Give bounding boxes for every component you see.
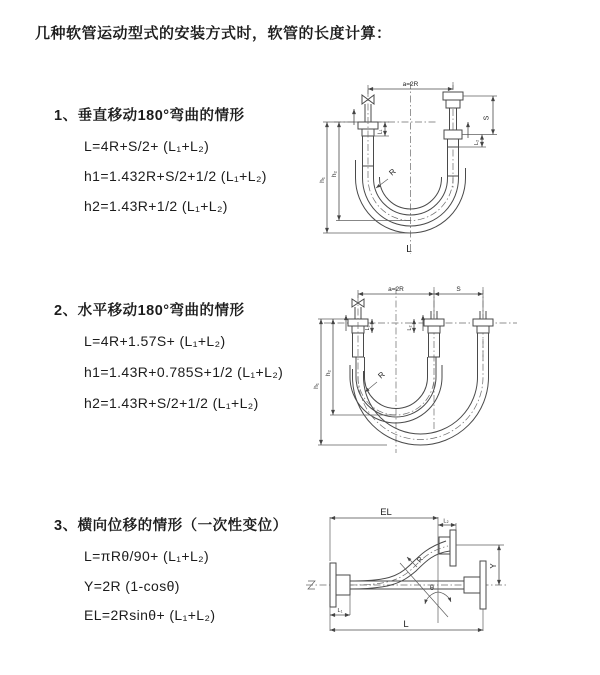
diagram-lateral-displacement xyxy=(298,503,598,648)
dim-label-h1: h₁ xyxy=(319,177,326,183)
centerlines xyxy=(334,82,453,254)
dimension-s xyxy=(462,96,497,135)
dim-label-l2: L₂ xyxy=(474,139,480,146)
dimension-l2 xyxy=(438,519,456,531)
dim-label-r: R xyxy=(387,166,398,178)
dim-label-l1: L₁ xyxy=(377,129,384,135)
angle-construction xyxy=(400,517,451,623)
section-3-formula-EL: EL=2Rsinθ+ (L₁+L₂) xyxy=(84,607,216,623)
dimension-s xyxy=(434,286,483,318)
section-1-formula-L: L=4R+S/2+ (L₁+L₂) xyxy=(84,138,210,154)
section-3-heading: 3、横向位移的情形（一次性变位） xyxy=(54,518,288,534)
s-curve-hose xyxy=(350,541,450,589)
section-1-heading: 1、垂直移动180°弯曲的情形 xyxy=(54,108,245,124)
dim-label-l1: L₁ xyxy=(365,325,371,331)
dim-label-s: S xyxy=(483,115,491,121)
dim-label-h1: h₁ xyxy=(313,383,320,389)
dim-label-l2: L₂ xyxy=(407,325,413,331)
section-1-formula-h1: h1=1.432R+S/2+1/2 (L₁+L₂) xyxy=(84,168,267,184)
page-title: 几种软管运动型式的安装方式时，软管的长度计算： xyxy=(35,25,392,42)
dim-label-l: L xyxy=(406,244,412,255)
section-2-heading: 2、水平移动180°弯曲的情形 xyxy=(54,303,245,319)
dim-label-y: Y xyxy=(489,563,498,569)
u-hose-displaced xyxy=(353,339,489,445)
section-1-formula-h2: h2=1.43R+1/2 (L₁+L₂) xyxy=(84,198,228,214)
dim-label-el: EL xyxy=(380,507,392,518)
dimension-l xyxy=(330,607,483,631)
radius-leader xyxy=(365,370,387,392)
diagram-vertical-180-bend xyxy=(318,76,594,260)
section-2-formula-L: L=4R+1.57S+ (L₁+L₂) xyxy=(84,333,226,349)
section-3-formula-L: L=πRθ/90+ (L₁+L₂) xyxy=(84,548,210,564)
right-flange xyxy=(464,561,486,609)
diagram-horizontal-180-bend xyxy=(312,281,600,461)
upper-flange xyxy=(439,530,456,566)
dimension-l2 xyxy=(459,135,487,148)
dim-label-h2: h₂ xyxy=(325,369,332,377)
left-flange xyxy=(330,563,350,607)
dim-label-l2: L₂ xyxy=(443,518,449,525)
dimension-l2 xyxy=(407,319,414,333)
dim-label-s: S xyxy=(456,286,461,293)
dim-label-r: R xyxy=(376,369,387,381)
dimension-el xyxy=(330,507,438,561)
dim-label-h2: h₂ xyxy=(331,170,338,178)
section-2-formula-h1: h1=1.43R+0.785S+1/2 (L₁+L₂) xyxy=(84,364,284,380)
dim-label-l1: L₁ xyxy=(337,608,343,614)
section-3-formula-Y: Y=2R (1-cosθ) xyxy=(84,578,180,594)
dim-label-r: R xyxy=(416,555,425,565)
dim-label-theta: θ xyxy=(430,585,434,592)
dim-label-a2r: a=2R xyxy=(388,286,404,293)
section-2-formula-h2: h2=1.43R+S/2+1/2 (L₁+L₂) xyxy=(84,395,259,411)
dim-label-l: L xyxy=(403,619,409,630)
dim-label-a2r: a=2R xyxy=(402,81,419,88)
